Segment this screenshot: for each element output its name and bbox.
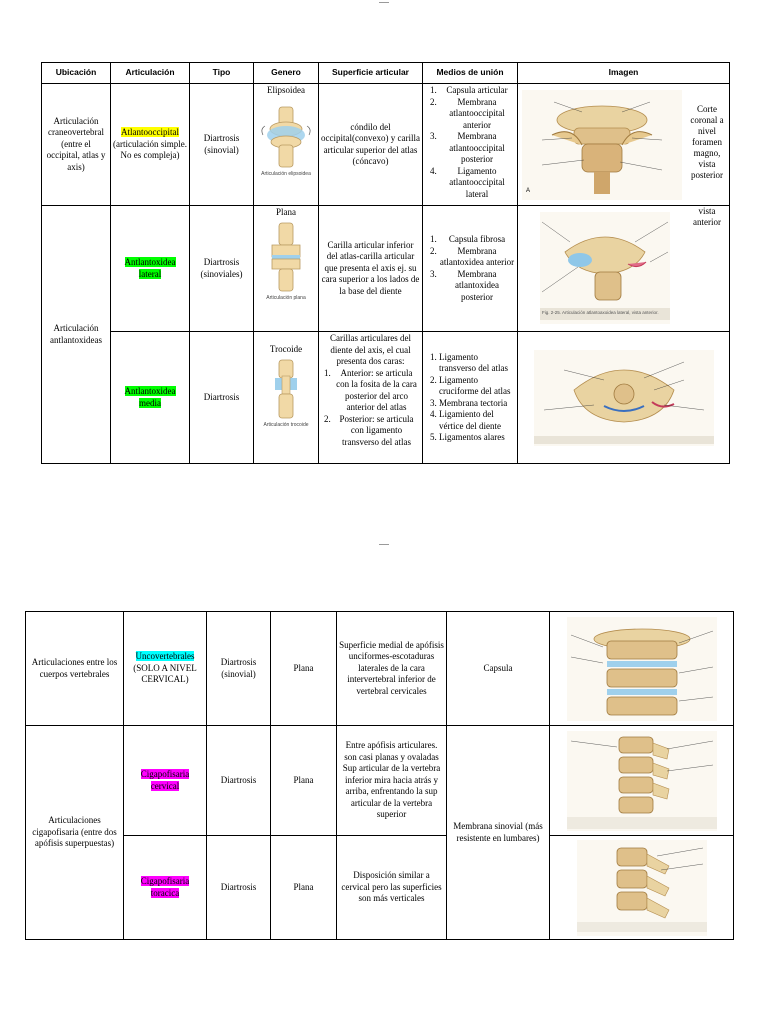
header-imagen: Imagen <box>518 63 730 84</box>
cell-tipo: Diartrosis (sinovial) <box>207 612 271 726</box>
cell-imagen <box>518 84 730 206</box>
superficie-intro: Carillas articulares del diente del axis, el cual presenta dos caras: <box>330 333 411 366</box>
cell-ubicacion-shared: Articulaciones cigapofisaria (entre dos apófisis superpuestas) <box>26 726 124 940</box>
cell-tipo: Diartrosis <box>207 726 271 836</box>
medios-item: 2. Membrana atlantooccipital anterior <box>439 97 515 132</box>
header-articulacion: Articulación <box>111 63 190 84</box>
table-vertebral <box>25 611 734 940</box>
figure-caption: Fig. 2-25. Articulación atlantoaxoidea lateral, vista anterior. <box>542 310 659 315</box>
cell-medios-shared: Membrana sinovial (más resistente en lumbares) <box>447 726 550 940</box>
table-header-row <box>42 63 730 84</box>
medios-item: 1. Ligamento transverso del atlas <box>439 352 515 375</box>
cell-imagen <box>550 726 734 836</box>
cell-medios <box>423 84 518 206</box>
genero-label: Trocoide <box>269 344 303 354</box>
table-row <box>42 206 730 332</box>
articulacion-name: Antlantoxidea media <box>124 386 176 408</box>
cell-articulacion <box>124 836 207 940</box>
genero-label: Elipsoidea <box>267 85 305 95</box>
genero-image-label: Articulación trocoide <box>263 421 309 428</box>
medios-item: 4. Ligamento atlantooccipital lateral <box>439 166 515 201</box>
cell-superficie: Carilla articular inferior del atlas-carilla articular que presenta el axis ej. su cara superior a los lados de la base del diente <box>319 206 423 332</box>
header-superficie: Superficie articular <box>319 63 423 84</box>
medios-item: 2. Ligamento cruciforme del atlas <box>439 375 515 398</box>
articulacion-name: Uncovertebrales <box>135 651 195 662</box>
cervical-zygapophyseal-anatomy-image <box>567 731 717 831</box>
genero-image-label: Articulación elipsoidea <box>261 170 311 177</box>
cell-articulacion <box>111 332 190 464</box>
cell-ubicacion: Articulación craneovertebral (entre el occipital, atlas y axis) <box>42 84 111 206</box>
header-ubicacion: Ubicación <box>42 63 111 84</box>
image-note: Corte coronal a nivel foramen magno, vista posterior <box>690 104 724 180</box>
medios-item: 3. Membrana tectoria <box>439 398 515 410</box>
cell-genero: Plana <box>271 836 337 940</box>
cell-imagen <box>550 836 734 940</box>
cell-tipo: Diartrosis <box>207 836 271 940</box>
articulacion-name: Cigapofisaria toracica <box>140 876 190 898</box>
table-row <box>26 836 734 940</box>
table-craneovertebral <box>41 62 730 464</box>
cell-genero: Plana <box>271 612 337 726</box>
cell-articulacion <box>111 84 190 206</box>
cell-articulacion <box>111 206 190 332</box>
cell-imagen <box>518 206 730 332</box>
cell-genero <box>254 84 319 206</box>
cell-tipo: Diartrosis (sinoviales) <box>190 206 254 332</box>
atlantoaxial-median-anatomy-image <box>534 350 714 446</box>
cell-superficie: Superficie medial de apófisis unciformes-escotaduras laterales de la cara intervertebral inferior de vertebral cervicales <box>337 612 447 726</box>
articulacion-name: Atlantooccipital <box>121 127 179 138</box>
medios-item: 1. Capsula articular <box>439 85 515 97</box>
articulacion-name: Cigapofisaria cervical <box>140 769 190 791</box>
cell-genero <box>254 206 319 332</box>
uncovertebral-anatomy-image <box>567 617 717 721</box>
superficie-item: 2. Posterior: se articula con ligamento transverso del atlas <box>333 414 420 449</box>
table-row <box>42 84 730 206</box>
atlantooccipital-anatomy-image <box>522 90 682 200</box>
medios-list <box>425 85 515 200</box>
header-genero: Genero <box>254 63 319 84</box>
svg-text:A: A <box>526 188 531 194</box>
thoracic-zygapophyseal-anatomy-image <box>577 840 707 936</box>
cell-ubicacion: Articulaciones entre los cuerpos vertebrales <box>26 612 124 726</box>
cell-tipo: Diartrosis <box>190 332 254 464</box>
pivot-joint-illustration <box>271 358 301 420</box>
cell-superficie: cóndilo del occipital(convexo) y carilla articular superior del atlas (cóncavo) <box>319 84 423 206</box>
table-row <box>26 612 734 726</box>
genero-label: Plana <box>276 207 296 217</box>
superficie-item: 1. Anterior: se articula con la fosita de la cara posterior del arco anterior del atlas <box>333 368 420 414</box>
medios-list <box>425 234 515 303</box>
genero-image-label: Articulación plana <box>266 294 306 301</box>
page-divider-mark <box>379 544 389 545</box>
articulacion-extra: (articulación simple. No es compleja) <box>113 138 187 161</box>
medios-item: 4. Ligamiento del vértice del diente <box>439 409 515 432</box>
cell-genero <box>254 332 319 464</box>
header-tipo: Tipo <box>190 63 254 84</box>
image-note: vista anterior <box>693 206 721 227</box>
cell-imagen <box>518 332 730 464</box>
cell-medios <box>423 332 518 464</box>
medios-item: 3. Membrana atlantoxidea posterior <box>439 269 515 304</box>
cell-superficie: Disposición similar a cervical pero las superficies son más verticales <box>337 836 447 940</box>
cell-articulacion <box>124 612 207 726</box>
atlantoaxial-lateral-anatomy-image <box>540 212 670 324</box>
header-medios: Medios de unión <box>423 63 518 84</box>
superficie-list <box>321 368 420 449</box>
medios-item: 3. Membrana atlantooccipital posterior <box>439 131 515 166</box>
articulacion-name: Antlantoxidea lateral <box>124 257 176 279</box>
cell-articulacion <box>124 726 207 836</box>
table-row <box>42 332 730 464</box>
cell-ubicacion-shared: Articulación antlantoxideas <box>42 206 111 464</box>
cell-genero: Plana <box>271 726 337 836</box>
articulacion-extra: (SOLO A NIVEL CERVICAL) <box>133 662 197 685</box>
cell-medios <box>423 206 518 332</box>
medios-item: 1. Capsula fibrosa <box>439 234 515 246</box>
cell-superficie <box>319 332 423 464</box>
page-top-mark <box>379 2 389 3</box>
ellipsoid-joint-illustration <box>257 105 315 169</box>
cell-superficie: Entre apófisis articulares. son casi planas y ovaladas Sup articular de la vertebra inferior mira hacia atrás y arriba, enfrentando la sup articular de la vertebra superior <box>337 726 447 836</box>
plane-joint-illustration <box>266 221 306 293</box>
medios-item: 5. Ligamentos alares <box>439 432 515 444</box>
medios-item: 2. Membrana atlantoxidea anterior <box>439 246 515 269</box>
cell-medios: Capsula <box>447 612 550 726</box>
table-row <box>26 726 734 836</box>
cell-imagen <box>550 612 734 726</box>
cell-tipo: Diartrosis (sinovial) <box>190 84 254 206</box>
medios-list <box>425 352 515 444</box>
